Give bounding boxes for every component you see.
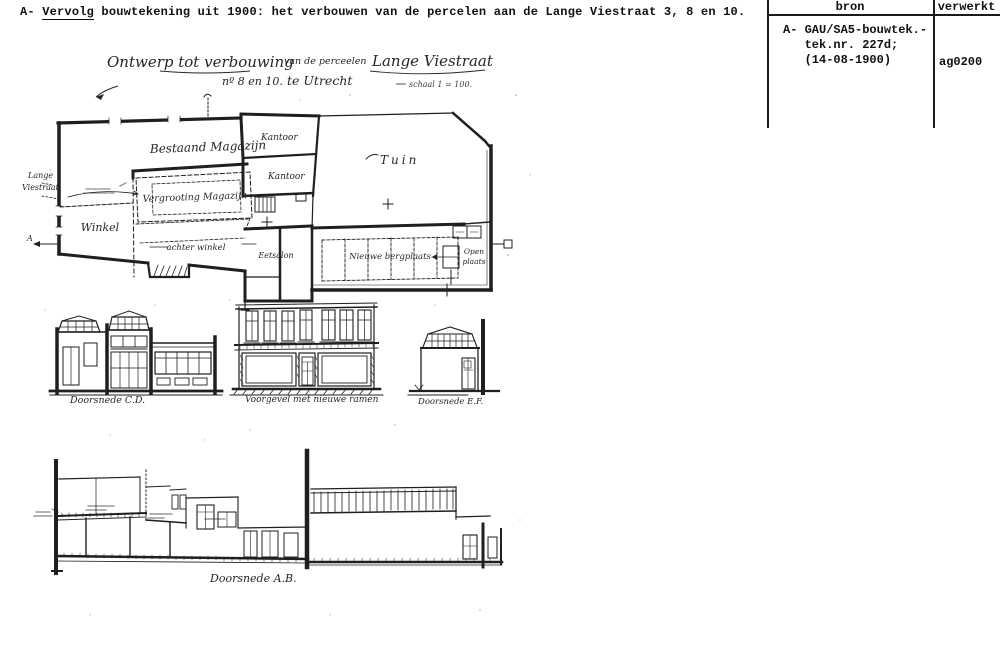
facade-voorgevel [230,303,383,405]
bron-line-3: (14-08-1900) [783,53,892,67]
table-header-verwerkt: verwerkt [937,0,996,14]
section-ab [34,451,502,585]
bron-line-1: A- GAU/SA5-bouwtek.- [783,23,928,37]
bron-line-2: tek.nr. 227d; [783,38,899,52]
header-rest: bouwtekening uit 1900: het verbouwen van de percelen aan de Lange Viestraat 3, 8 en 10. [94,5,746,19]
caption-doorsnede-ef: Doorsnede E.F. [418,397,484,407]
label-kantoor-upper: Kantoor [261,133,298,143]
label-vergrooting-magazijn: Vergrooting Magazijn [142,190,248,205]
label-street-2: Viestraat [22,183,59,192]
label-open-plaats-1: Open [463,247,485,256]
label-tuin: Tuin [380,153,420,167]
caption-doorsnede-ab: Doorsnede A.B. [210,572,297,585]
label-achter-winkel: achter winkel [166,243,226,253]
label-eetsalon: Eetsalon [258,251,294,260]
subtitle-number: nº 8 en 10. [222,75,283,88]
caption-doorsnede-cd: Doorsnede C.D. [70,395,146,406]
label-winkel: Winkel [80,221,120,234]
label-marker-a: A [27,234,33,243]
label-kantoor-lower: Kantoor [268,172,305,182]
caption-voorgevel: Voorgevel met nieuwe ramen [245,395,379,405]
label-nieuwe-bergplaats: Nieuwe bergplaats [349,252,431,262]
label-bestaand-magazijn: Bestaand Magazijn [149,137,267,156]
label-open-plaats-2: plaats [462,257,486,266]
elevation-cd [50,311,222,406]
header-underlined-word: Vervolg [42,5,95,19]
label-street-1: Lange [28,171,54,180]
drawing-title [96,52,494,100]
title-part3: Lange Viestraat [372,52,493,70]
subtitle-place: te Utrecht [287,73,353,88]
title-part2: van de perceelen [284,56,367,67]
header-prefix: A- [20,5,43,19]
table-header-bron: bron [835,0,865,14]
title-part1: Ontwerp tot verbouwing [107,53,294,71]
scale-note: schaal 1 = 100. [409,80,473,89]
floor-plan [22,94,512,310]
table-cell-verwerkt: ag0200 [939,55,983,69]
elevation-ef [408,321,499,407]
